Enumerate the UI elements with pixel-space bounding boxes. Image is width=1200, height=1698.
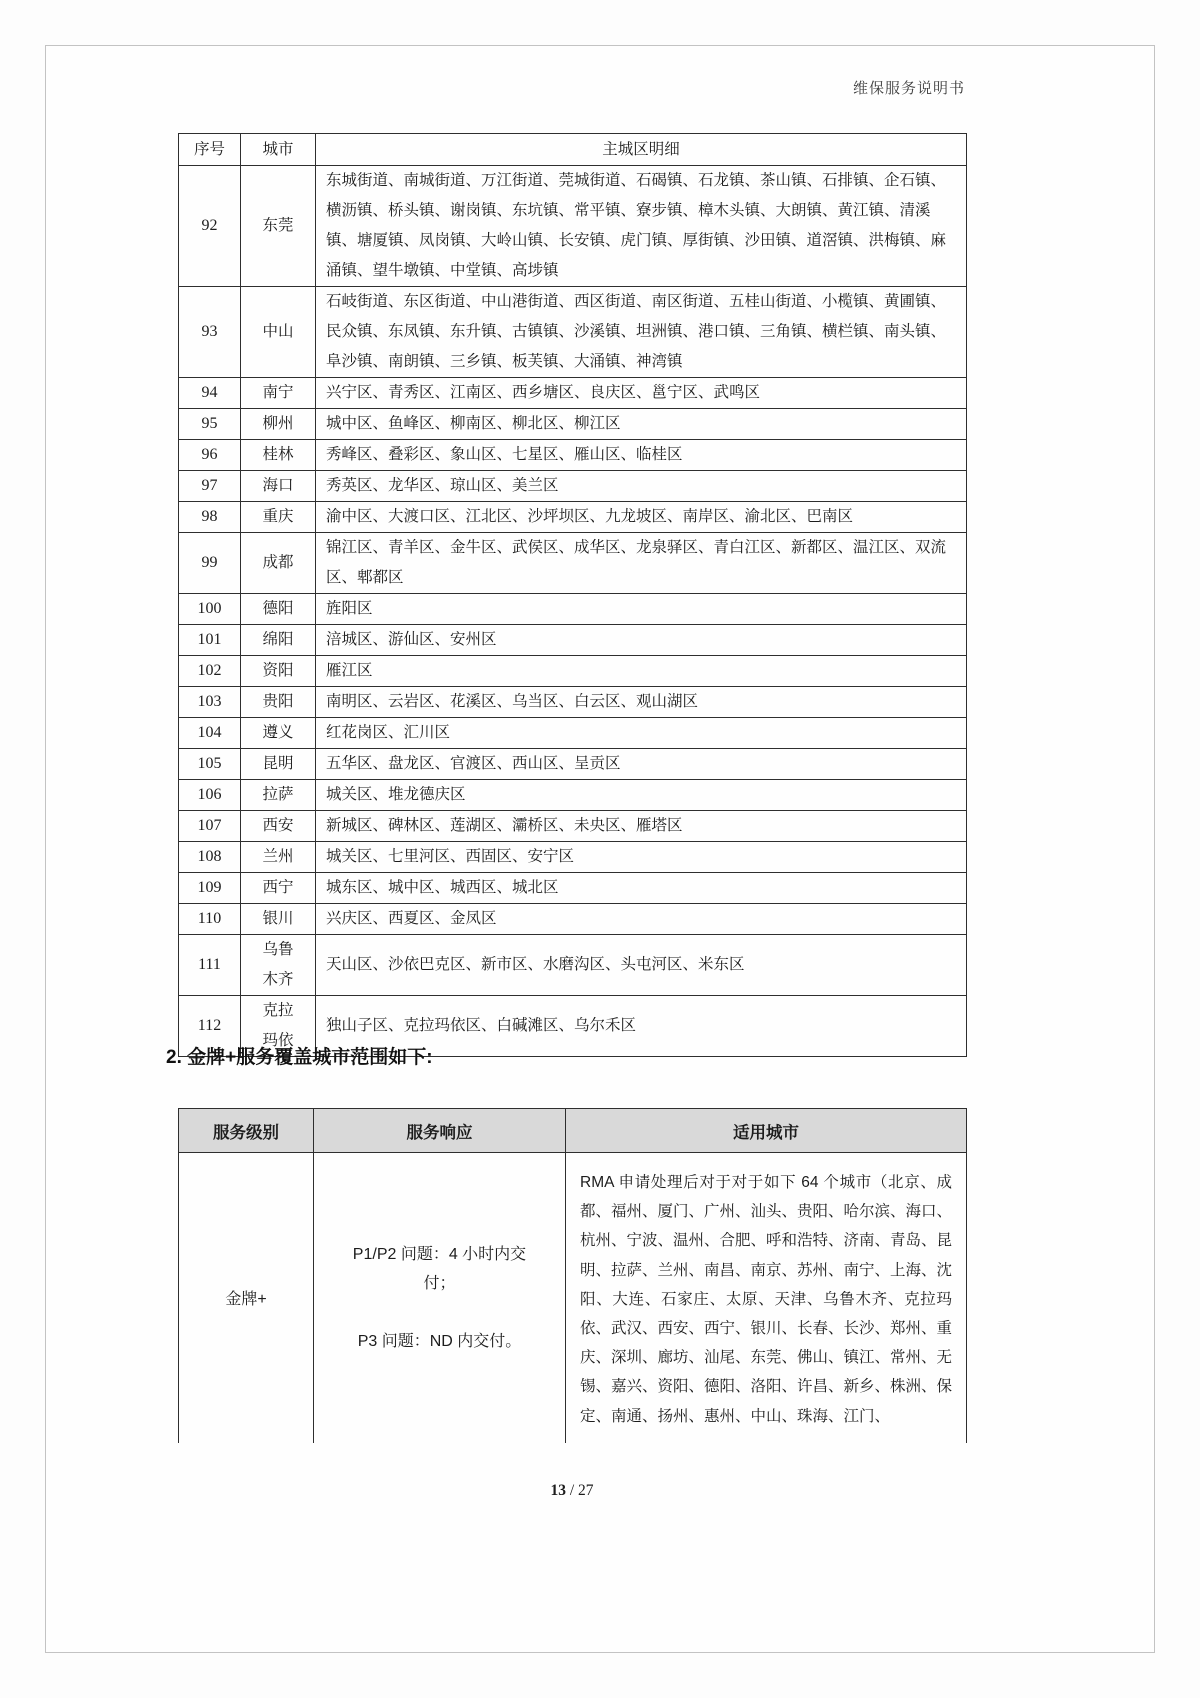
table-row [179,935,967,996]
dist-cell: 独山子区、克拉玛依区、白碱滩区、乌尔禾区 [316,996,967,1057]
column-header-service-response: 服务响应 [314,1109,566,1153]
dist-cell: 城关区、堆龙德庆区 [316,780,967,811]
dist-cell: 兴宁区、青秀区、江南区、西乡塘区、良庆区、邕宁区、武鸣区 [316,378,967,409]
table-row [179,780,967,811]
dist-cell: 秀峰区、叠彩区、象山区、七星区、雁山区、临桂区 [316,440,967,471]
dist-cell: 雁江区 [316,656,967,687]
dist-cell: 城中区、鱼峰区、柳南区、柳北区、柳江区 [316,409,967,440]
city-cell: 遵义 [241,718,316,749]
city-cell: 西安 [241,811,316,842]
no-cell: 93 [179,287,241,378]
table-row [179,287,967,378]
table-row [179,533,967,594]
no-cell: 108 [179,842,241,873]
table-row [179,842,967,873]
city-cell: 西宁 [241,873,316,904]
response-p1p2-text: P1/P2 问题：4 小时内交付； [352,1245,527,1292]
no-cell: 105 [179,749,241,780]
dist-cell: 城关区、七里河区、西固区、安宁区 [316,842,967,873]
dist-cell: 红花岗区、汇川区 [316,718,967,749]
dist-cell: 兴庆区、西夏区、金凤区 [316,904,967,935]
city-cell: 海口 [241,471,316,502]
table-row [179,594,967,625]
city-cell: 乌鲁木齐 [241,935,316,996]
city-cell: 桂林 [241,440,316,471]
no-cell: 100 [179,594,241,625]
city-cell: 重庆 [241,502,316,533]
column-header-applicable-cities: 适用城市 [566,1109,967,1153]
dist-cell: 渝中区、大渡口区、江北区、沙坪坝区、九龙坡区、南岸区、渝北区、巴南区 [316,502,967,533]
table-row [179,873,967,904]
column-header-districts: 主城区明细 [316,134,967,166]
no-cell: 107 [179,811,241,842]
city-cell: 南宁 [241,378,316,409]
city-cell: 东莞 [241,166,316,287]
response-spacer [315,1298,564,1327]
no-cell: 95 [179,409,241,440]
table-row [179,409,967,440]
table-row [179,687,967,718]
no-cell: 106 [179,780,241,811]
service-level-cell: 金牌+ [179,1153,314,1443]
dist-cell: 石岐街道、东区街道、中山港街道、西区街道、南区街道、五桂山街道、小榄镇、黄圃镇、民众镇、东凤镇、东升镇、古镇镇、沙溪镇、坦洲镇、港口镇、三角镇、横栏镇、南头镇、阜沙镇、南朗镇、三乡镇、板芙镇、大涌镇、神湾镇 [316,287,967,378]
table-row [179,502,967,533]
no-cell: 96 [179,440,241,471]
table-row [179,718,967,749]
no-cell: 111 [179,935,241,996]
service-response-cell [314,1153,566,1443]
no-cell: 97 [179,471,241,502]
no-cell: 98 [179,502,241,533]
table-row [179,904,967,935]
response-p3-text: P3 问题：ND 内交付。 [357,1332,522,1350]
page-number-separator: / [565,1482,579,1499]
table-row [179,440,967,471]
no-cell: 92 [179,166,241,287]
page-number-current: 13 [550,1482,566,1499]
city-cell: 中山 [241,287,316,378]
city-cell: 克拉玛依 [241,996,316,1057]
no-cell: 104 [179,718,241,749]
column-header-no: 序号 [179,134,241,166]
dist-cell: 秀英区、龙华区、琼山区、美兰区 [316,471,967,502]
table-row [179,749,967,780]
service-table-header-row [179,1109,967,1153]
no-cell: 112 [179,996,241,1057]
city-cell: 绵阳 [241,625,316,656]
no-cell: 94 [179,378,241,409]
city-table-header-row [179,134,967,166]
city-districts-table [178,133,967,1057]
no-cell: 110 [179,904,241,935]
document-header-title: 维保服务说明书 [852,80,965,97]
no-cell: 103 [179,687,241,718]
no-cell: 99 [179,533,241,594]
city-cell: 柳州 [241,409,316,440]
column-header-service-level: 服务级别 [179,1109,314,1153]
dist-cell: 旌阳区 [316,594,967,625]
applicable-cities-cell: RMA 申请处理后对于对于如下 64 个城市（北京、成都、福州、厦门、广州、汕头、贵阳、哈尔滨、海口、杭州、宁波、温州、合肥、呼和浩特、济南、青岛、昆明、拉萨、兰州、南昌、南京、苏州、南宁、上海、沈阳、大连、石家庄、太原、天津、乌鲁木齐、克拉玛依、武汉、西安、西宁、银川、长春、长沙、郑州、重庆、深圳、廊坊、汕尾、东莞、佛山、镇江、常州、无锡、嘉兴、资阳、德阳、洛阳、许昌、新乡、株洲、保定、南通、扬州、惠州、中山、珠海、江门、 [566,1153,967,1443]
dist-cell: 城东区、城中区、城西区、城北区 [316,873,967,904]
city-cell: 银川 [241,904,316,935]
service-table-row [179,1153,967,1443]
city-cell: 成都 [241,533,316,594]
dist-cell: 锦江区、青羊区、金牛区、武侯区、成华区、龙泉驿区、青白江区、新都区、温江区、双流区、郫都区 [316,533,967,594]
city-cell: 资阳 [241,656,316,687]
service-coverage-table [178,1108,967,1443]
dist-cell: 天山区、沙依巴克区、新市区、水磨沟区、头屯河区、米东区 [316,935,967,996]
table-row [179,471,967,502]
dist-cell: 南明区、云岩区、花溪区、乌当区、白云区、观山湖区 [316,687,967,718]
table-row [179,811,967,842]
city-cell: 兰州 [241,842,316,873]
column-header-city: 城市 [241,134,316,166]
no-cell: 101 [179,625,241,656]
city-cell: 昆明 [241,749,316,780]
page-number-total: 27 [578,1482,594,1499]
dist-cell: 涪城区、游仙区、安州区 [316,625,967,656]
page-number-footer [178,1482,966,1500]
table-row [179,378,967,409]
table-row [179,625,967,656]
no-cell: 102 [179,656,241,687]
dist-cell: 新城区、碑林区、莲湖区、灞桥区、未央区、雁塔区 [316,811,967,842]
no-cell: 109 [179,873,241,904]
city-cell: 拉萨 [241,780,316,811]
section-heading-gold-plus: 2. 金牌+服务覆盖城市范围如下: [166,1047,433,1068]
city-cell: 贵阳 [241,687,316,718]
dist-cell: 东城街道、南城街道、万江街道、莞城街道、石碣镇、石龙镇、茶山镇、石排镇、企石镇、横沥镇、桥头镇、谢岗镇、东坑镇、常平镇、寮步镇、樟木头镇、大朗镇、黄江镇、清溪镇、塘厦镇、凤岗镇、大岭山镇、长安镇、虎门镇、厚街镇、沙田镇、道滘镇、洪梅镇、麻涌镇、望牛墩镇、中堂镇、高埗镇 [316,166,967,287]
city-cell: 德阳 [241,594,316,625]
dist-cell: 五华区、盘龙区、官渡区、西山区、呈贡区 [316,749,967,780]
table-row [179,656,967,687]
table-row [179,166,967,287]
